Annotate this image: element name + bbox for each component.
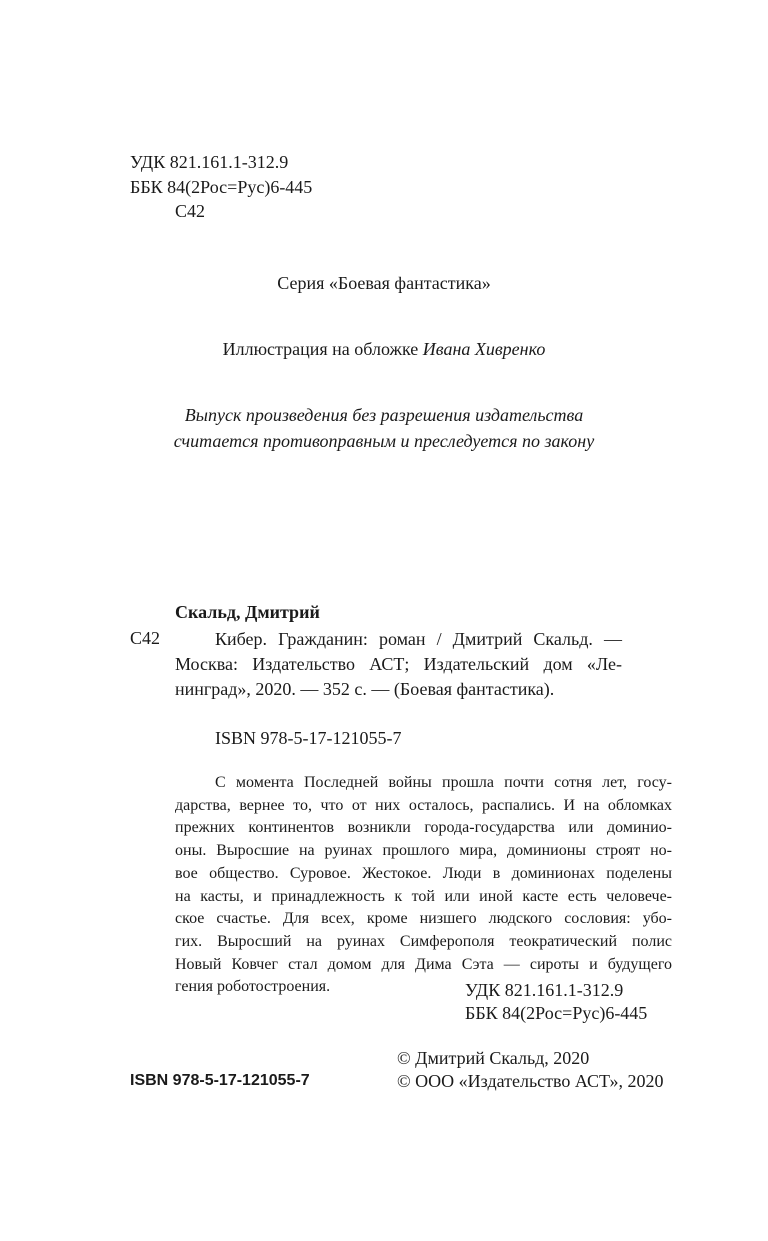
bottom-isbn: ISBN 978-5-17-121055-7 — [130, 1072, 310, 1089]
description-line: Кибер. Гражданин: роман / Дмитрий Скальд. — — [215, 629, 622, 649]
bottom-bbk-code: ББК 84(2Рос=Рус)6-445 — [465, 1003, 648, 1023]
warning-line-1: Выпуск произведения без разрешения издательства — [184, 405, 584, 425]
annotation-line: гих. Выросший на руинах Симферополя теократический полис — [175, 932, 672, 950]
description-line: нинград», 2020. — 352 с. — (Боевая фантастика). — [175, 679, 555, 699]
udk-code: УДК 821.161.1-312.9 — [130, 152, 289, 172]
bottom-udk-code: УДК 821.161.1-312.9 — [465, 980, 624, 1000]
annotation — [175, 772, 672, 999]
bibliographic-mark: С42 — [130, 628, 161, 648]
bibliographic-description — [175, 627, 622, 702]
illustration-credit — [0, 338, 768, 360]
bbk-code: ББК 84(2Рос=Рус)6-445 — [130, 177, 313, 197]
author-mark: С42 — [175, 201, 206, 221]
copyright-author: © Дмитрий Скальд, 2020 — [397, 1048, 590, 1068]
annotation-line: ское счастье. Для всех, кроме низшего людского сословия: убо- — [175, 910, 672, 928]
description-line: Москва: Издательство АСТ; Издательский дом «Ле- — [175, 654, 622, 674]
isbn: ISBN 978-5-17-121055-7 — [215, 728, 402, 748]
annotation-line: прежних континентов возникли города-государства или доминио- — [175, 819, 672, 837]
warning-line-2: считается противоправным и преследуется по закону — [173, 431, 595, 451]
annotation-line: С момента Последней войны прошла почти сотня лет, госу- — [215, 774, 672, 791]
copyright-publisher: © ООО «Издательство АСТ», 2020 — [397, 1071, 664, 1091]
series-line: Серия «Боевая фантастика» — [277, 273, 491, 293]
annotation-line: Новый Ковчег стал домом для Дима Сэта — сироты и будущего — [175, 955, 672, 973]
annotation-line: дарства, вернее то, что от них осталось, распались. И на обломках — [175, 796, 672, 814]
illustration-artist: Ивана Хивренко — [422, 339, 546, 359]
illustration-prefix: Иллюстрация на обложке — [222, 339, 423, 359]
annotation-line: гения роботостроения. — [175, 978, 331, 996]
author-heading: Скальд, Дмитрий — [175, 602, 320, 622]
annotation-line: вое общество. Суровое. Жестокое. Люди в доминионах поделены — [175, 864, 672, 882]
annotation-line: на касты, и принадлежность к той или иной касте есть человече- — [175, 887, 672, 905]
annotation-line: оны. Выросшие на руинах прошлого мира, доминионы строят но- — [175, 842, 672, 860]
